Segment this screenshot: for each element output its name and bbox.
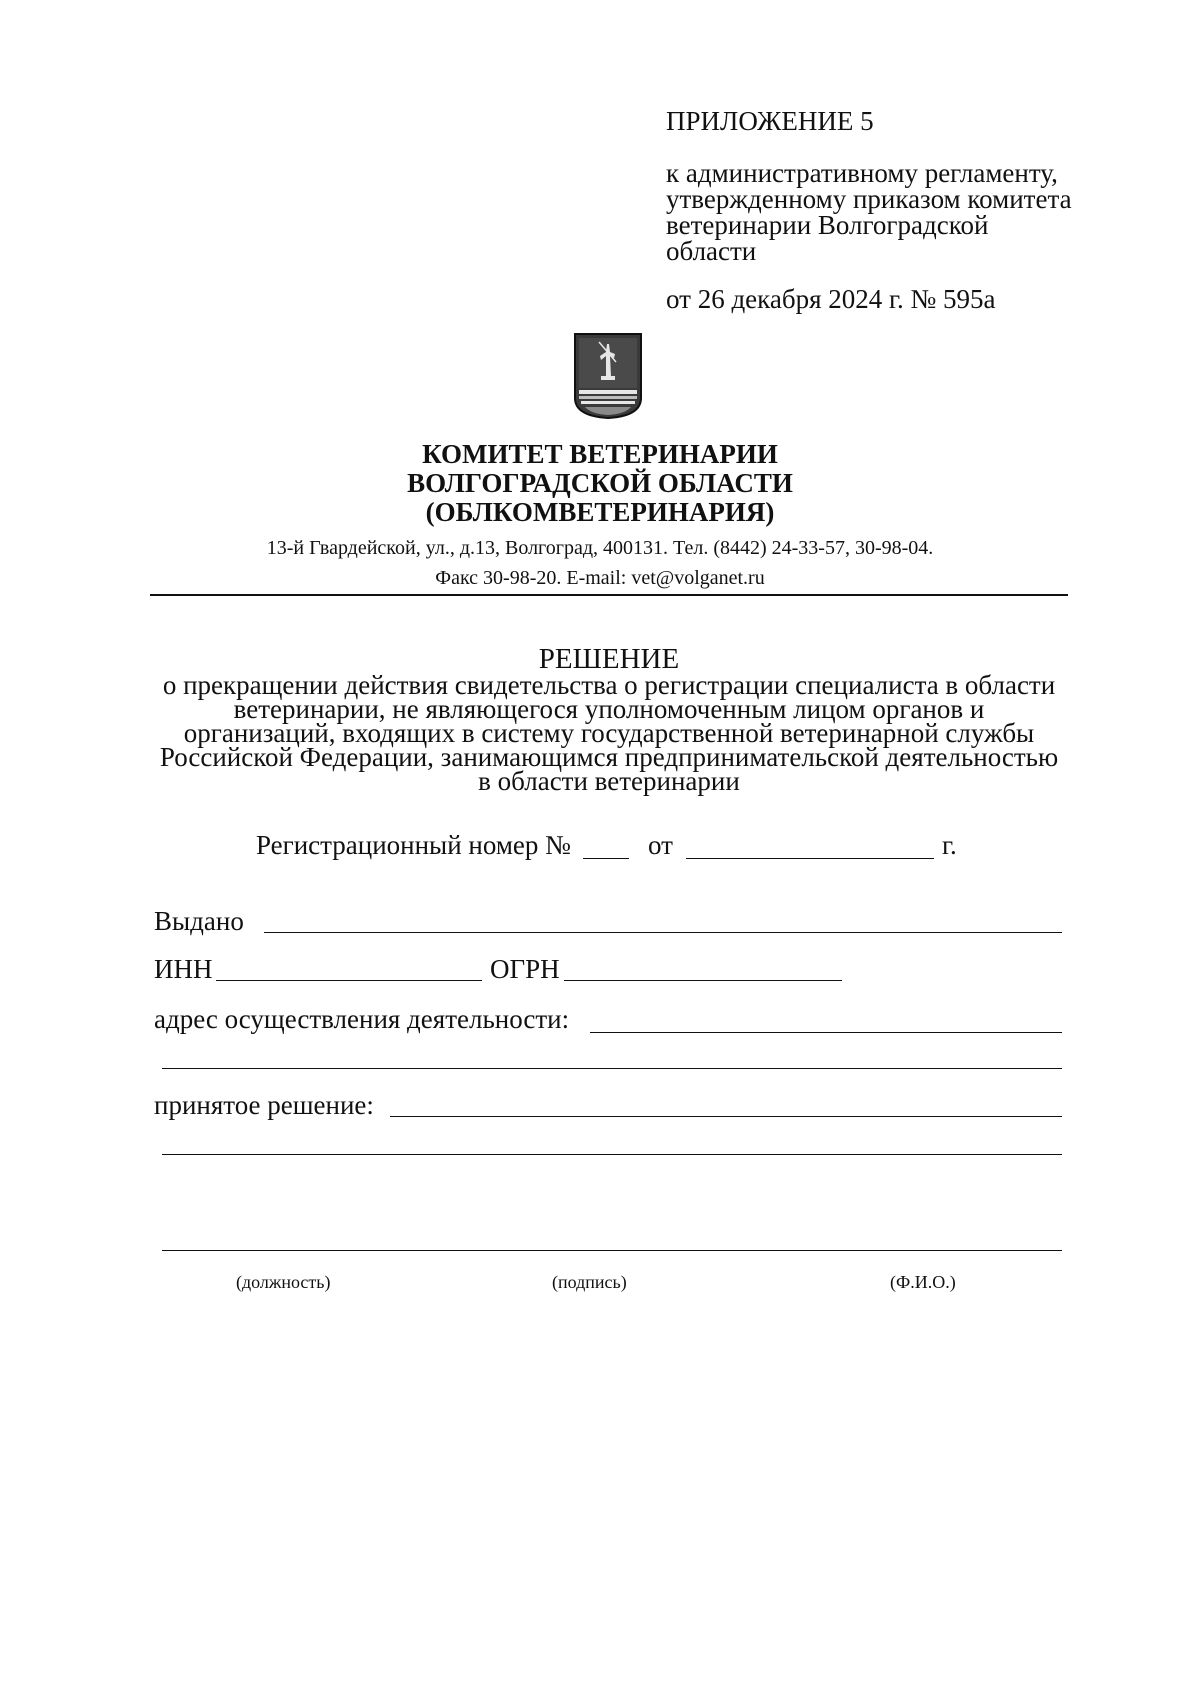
- appendix-order: от 26 декабря 2024 г. № 595а: [666, 284, 996, 314]
- signature-caption: (подпись): [552, 1272, 627, 1292]
- issued-field[interactable]: [264, 932, 1062, 933]
- decision-title: РЕШЕНИЕ: [538, 643, 680, 675]
- ogrn-field[interactable]: [564, 980, 842, 981]
- volgograd-coat-of-arms-icon: [573, 332, 643, 420]
- inn-field[interactable]: [216, 980, 482, 981]
- organization-address: 13-й Гвардейской, ул., д.13, Волгоград, 400131. Тел. (8442) 24-33-57, 30-98-04.: [266, 537, 934, 559]
- appendix-title: ПРИЛОЖЕНИЕ 5: [666, 106, 874, 136]
- organization-contacts: Факс 30-98-20. E-mail: vet@volganet.ru: [435, 567, 765, 589]
- organization-name-line1: КОМИТЕТ ВЕТЕРИНАРИИ: [422, 439, 778, 469]
- inn-label: ИНН: [154, 954, 213, 984]
- fullname-caption: (Ф.И.О.): [890, 1272, 956, 1292]
- activity-address-field-line2[interactable]: [162, 1068, 1062, 1069]
- organization-name-line2: ВОЛГОГРАДСКОЙ ОБЛАСТИ: [407, 468, 793, 498]
- reg-date-field[interactable]: [686, 858, 934, 859]
- decision-taken-field[interactable]: [390, 1116, 1062, 1117]
- decision-taken-field-line2[interactable]: [162, 1154, 1062, 1155]
- activity-address-label: адрес осуществления деятельности:: [154, 1004, 570, 1034]
- decision-subtitle: о прекращении действия свидетельства о регистрации специалиста в области ветеринарии, не являющегося уполномоченным лицом органов и организаций, входящих в систему государственной ветеринарной службы Российской Федерации, занимающимся предпринимательской деятельностью в области ветеринарии: [159, 670, 1059, 796]
- organization-name-line3: (ОБЛКОМВЕТЕРИНАРИЯ): [425, 497, 775, 527]
- reg-year-label: г.: [942, 830, 957, 860]
- reg-from-label: от: [648, 830, 673, 860]
- appendix-block: [666, 108, 1126, 312]
- organization-name: [0, 440, 1200, 527]
- signature-line[interactable]: [162, 1250, 1062, 1251]
- decision-taken-label: принятое решение:: [154, 1090, 374, 1120]
- appendix-basis: к административному регламенту, утвержденному приказом комитета ветеринарии Волгоградской области: [666, 158, 1072, 266]
- activity-address-field[interactable]: [590, 1032, 1062, 1033]
- header-divider: [150, 594, 1068, 596]
- position-caption: (должность): [236, 1272, 331, 1292]
- issued-label: Выдано: [154, 906, 244, 936]
- reg-number-label: Регистрационный номер №: [256, 830, 571, 860]
- reg-number-field[interactable]: [583, 858, 629, 859]
- ogrn-label: ОГРН: [490, 954, 560, 984]
